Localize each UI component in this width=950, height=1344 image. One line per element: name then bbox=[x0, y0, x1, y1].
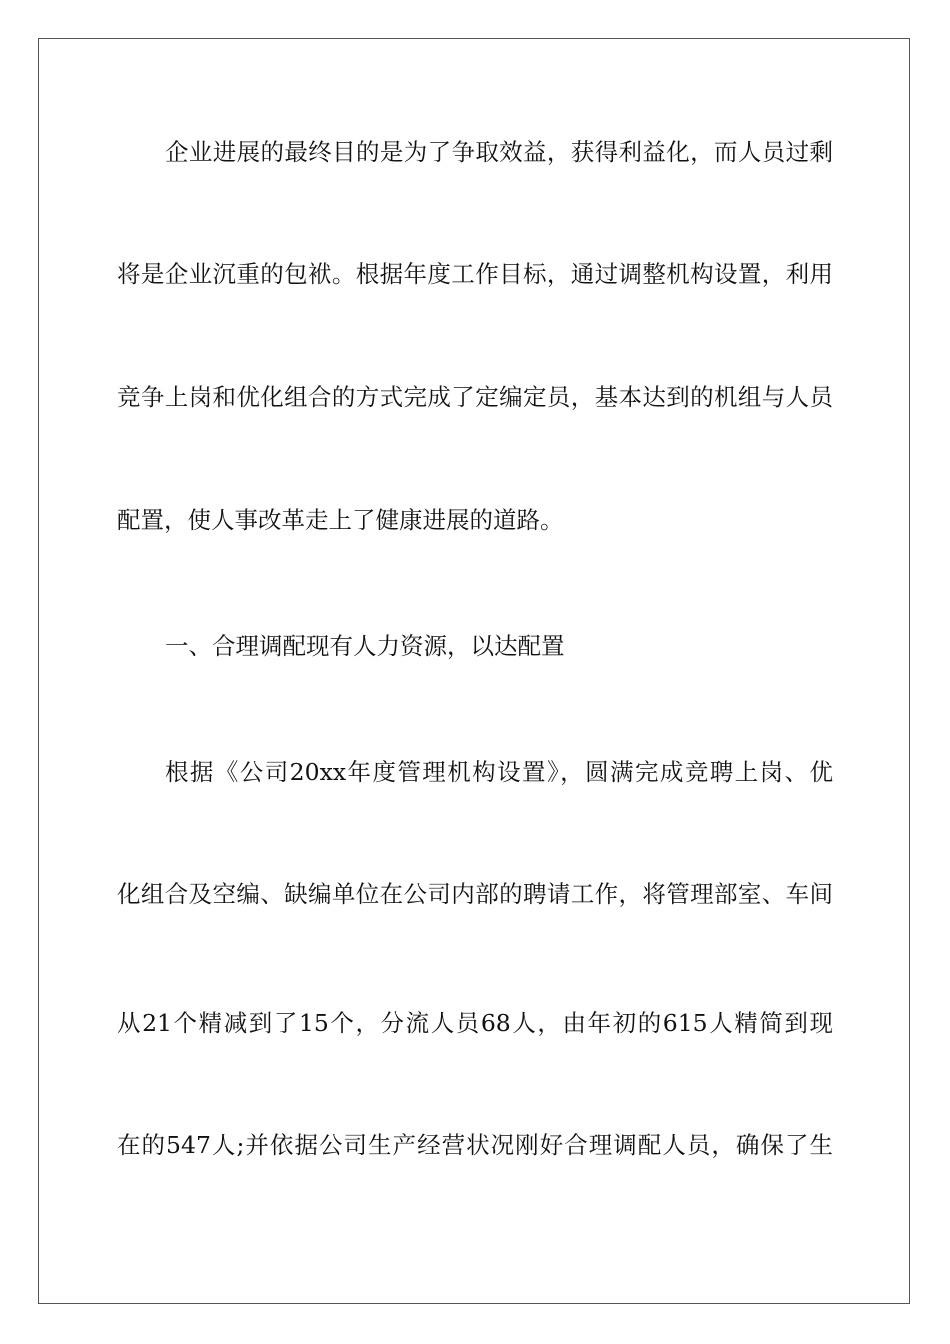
paragraph-2-line-4: 在的547人;并依据公司生产经营状况刚好合理调配人员，确保了生 bbox=[117, 1131, 833, 1159]
paragraph-2-line-3: 从21个精减到了15个，分流人员68人，由年初的615人精简到现 bbox=[117, 1009, 833, 1037]
paragraph-1-line-3: 竞争上岗和优化组合的方式完成了定编定员，基本达到的机组与人员 bbox=[117, 383, 833, 411]
paragraph-1-line-2: 将是企业沉重的包袱。根据年度工作目标，通过调整机构设置，利用 bbox=[117, 260, 833, 288]
paragraph-2-line-1: 根据《公司20xx年度管理机构设置》，圆满完成竞聘上岗、优 bbox=[165, 758, 833, 786]
page-frame bbox=[38, 38, 910, 1304]
paragraph-1-line-1: 企业进展的最终目的是为了争取效益，获得利益化，而人员过剩 bbox=[165, 138, 833, 166]
paragraph-1-line-4: 配置，使人事改革走上了健康进展的道路。 bbox=[117, 506, 564, 534]
section-heading: 一、合理调配现有人力资源，以达配置 bbox=[165, 632, 565, 660]
paragraph-2-line-2: 化组合及空编、缺编单位在公司内部的聘请工作，将管理部室、车间 bbox=[117, 880, 833, 908]
